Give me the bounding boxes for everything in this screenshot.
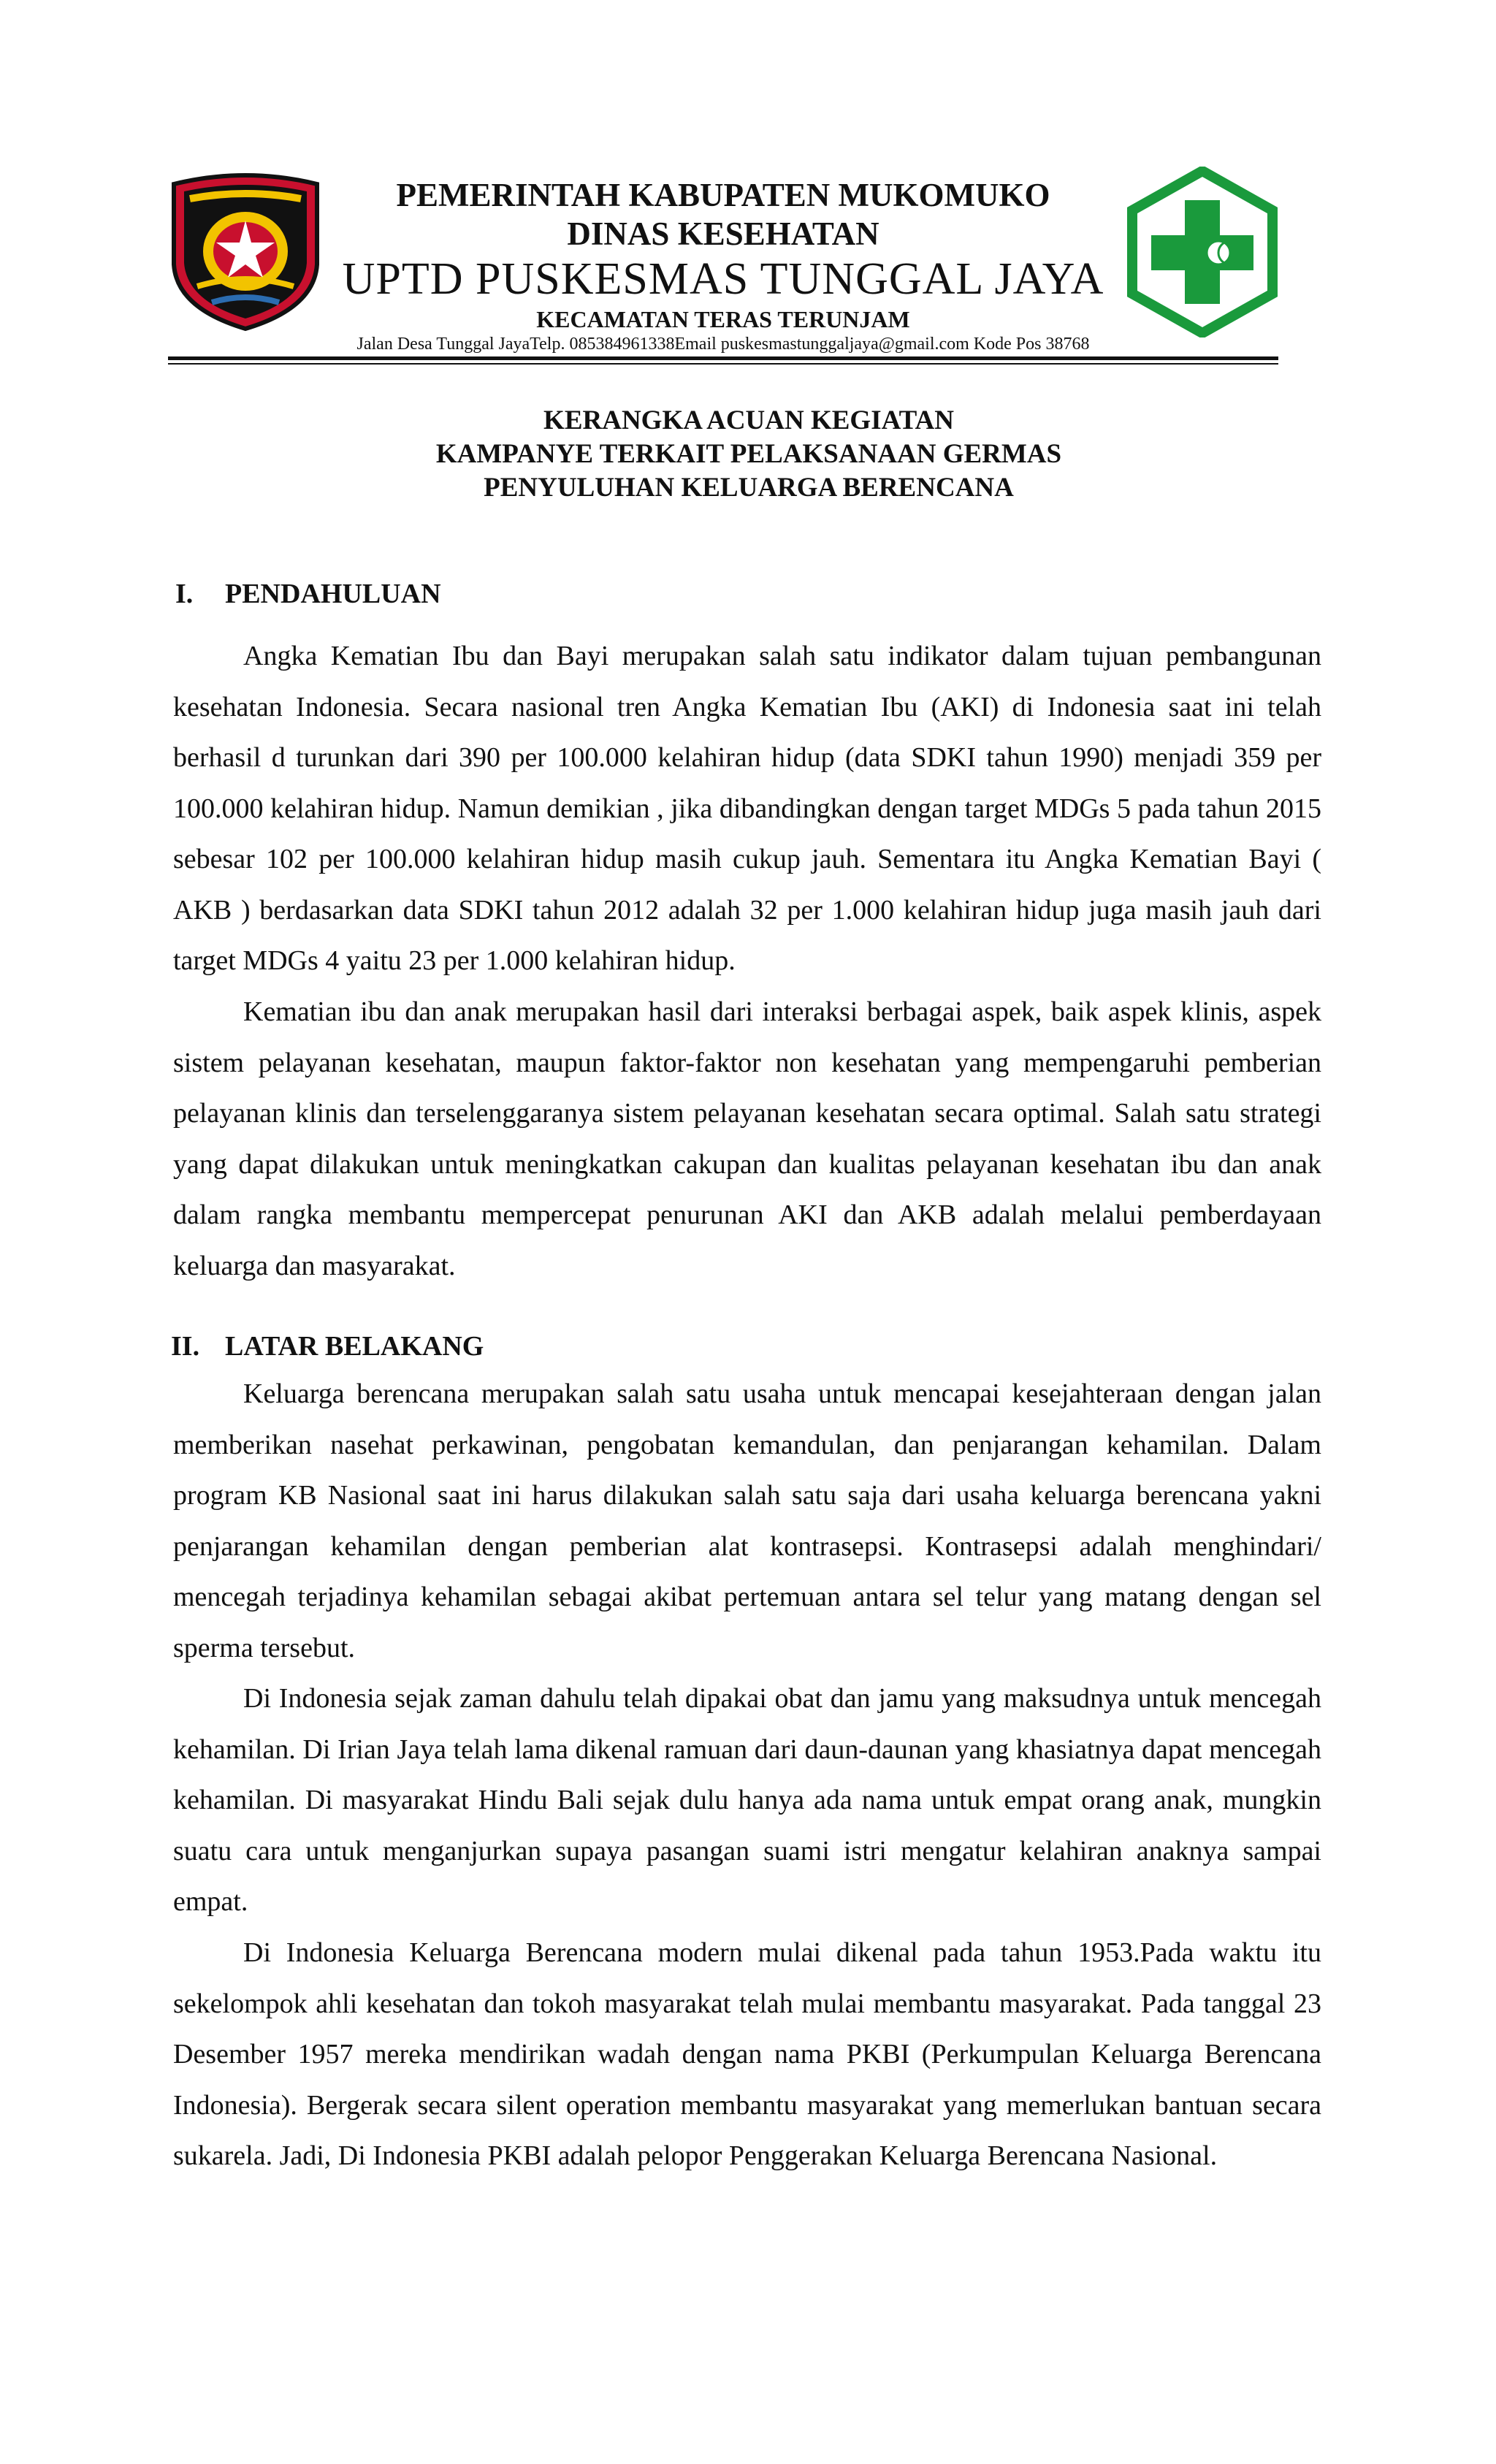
title-line-3: PENYULUHAN KELUARGA BERENCANA — [484, 473, 1014, 503]
letterhead — [168, 167, 1278, 364]
puskesmas-green-cross-logo — [1125, 167, 1280, 337]
title-line-1: KERANGKA ACUAN KEGIATAN — [543, 405, 954, 435]
department-name: DINAS KESEHATAN — [567, 215, 879, 252]
paragraph: Di Indonesia sejak zaman dahulu telah dipakai obat dan jamu yang maksudnya untuk mencegah kehamilan. Di Irian Jaya telah lama dikenal ramuan dari daun-daunan yang khasiatnya dapat mencegah kehamilan. Di masyarakat Hindu Bali sejak dulu hanya ada nama untuk empat orang anak, mungkin suatu cara untuk menganjurkan supaya pasangan suami istri mengatur kelahiran anaknya sampai empat. — [173, 1683, 1321, 1917]
paragraph: Keluarga berencana merupakan salah satu usaha untuk mencapai kesejahteraan dengan jalan memberikan nasehat perkawinan, pengobatan kemandulan, dan penjarangan kehamilan. Dalam program KB Nasional saat ini harus dilakukan salah satu saja dari usaha keluarga berencana yakni penjarangan kehamilan dengan pemberian alat kontrasepsi. Kontrasepsi adalah menghindari/ mencegah terjadinya kehamilan sebagai akibat pertemuan antara sel telur yang matang dengan sel sperma tersebut. — [173, 1378, 1321, 1663]
kabupaten-mukomuko-emblem — [168, 169, 323, 332]
section-title: PENDAHULUAN — [225, 579, 441, 609]
section-title: LATAR BELAKANG — [225, 1331, 484, 1362]
letterhead-text — [321, 167, 1125, 355]
government-name: PEMERINTAH KABUPATEN MUKOMUKO — [396, 177, 1050, 213]
paragraph: Di Indonesia Keluarga Berencana modern mulai dikenal pada tahun 1953.Pada waktu itu sekelompok ahli kesehatan dan tokoh masyarakat telah mulai membantu masyarakat. Pada tanggal 23 Desember 1957 mereka mendirikan wadah dengan nama PKBI (Perkumpulan Keluarga Berencana Indonesia). Bergerak secara silent operation membantu masyarakat yang memerlukan bantuan secara sukarela. Jadi, Di Indonesia PKBI adalah pelopor Penggerakan Keluarga Berencana Nasional. — [173, 1937, 1321, 2171]
letterhead-rule-thin — [168, 363, 1278, 365]
letterhead-rule-thick — [168, 356, 1278, 360]
document-title — [168, 404, 1329, 505]
section-heading-latar-belakang — [171, 1330, 484, 1363]
district-name: KECAMATAN TERAS TERUNJAM — [536, 306, 910, 332]
paragraph: Angka Kematian Ibu dan Bayi merupakan salah satu indikator dalam tujuan pembangunan kesehatan Indonesia. Secara nasional tren Angka Kematian Ibu (AKI) di Indonesia saat ini telah berhasil d turunkan dari 390 per 100.000 kelahiran hidup (data SDKI tahun 1990) menjadi 359 per 100.000 kelahiran hidup. Namun demikian , jika dibandingkan dengan target MDGs 5 pada tahun 2015 sebesar 102 per 100.000 kelahiran hidup masih cukup jauh. Sementara itu Angka Kematian Bayi ( AKB ) berdasarkan data SDKI tahun 2012 adalah 32 per 1.000 kelahiran hidup juga masih jauh dari target MDGs 4 yaitu 23 per 1.000 kelahiran hidup. — [173, 641, 1321, 976]
title-line-2: KAMPANYE TERKAIT PELAKSANAAN GERMAS — [435, 439, 1062, 469]
institution-name: UPTD PUSKESMAS TUNGGAL JAYA — [342, 254, 1104, 304]
section-number: I. — [175, 579, 194, 609]
section-number: II. — [171, 1331, 200, 1362]
address-line: Jalan Desa Tunggal JayaTelp. 085384961338Email puskesmastunggaljaya@gmail.com Kode Pos 38768 — [356, 335, 1090, 354]
section-heading-pendahuluan — [175, 577, 441, 611]
paragraph: Kematian ibu dan anak merupakan hasil dari interaksi berbagai aspek, baik aspek klinis, aspek sistem pelayanan kesehatan, maupun faktor-faktor non kesehatan yang mempengaruhi pemberian pelayanan klinis dan terselenggaranya sistem pelayanan kesehatan secara optimal. Salah satu strategi yang dapat dilakukan untuk meningkatkan cakupan dan kualitas pelayanan kesehatan ibu dan anak dalam rangka membantu mempercepat penurunan AKI dan AKB adalah melalui pemberdayaan keluarga dan masyarakat. — [173, 996, 1321, 1281]
